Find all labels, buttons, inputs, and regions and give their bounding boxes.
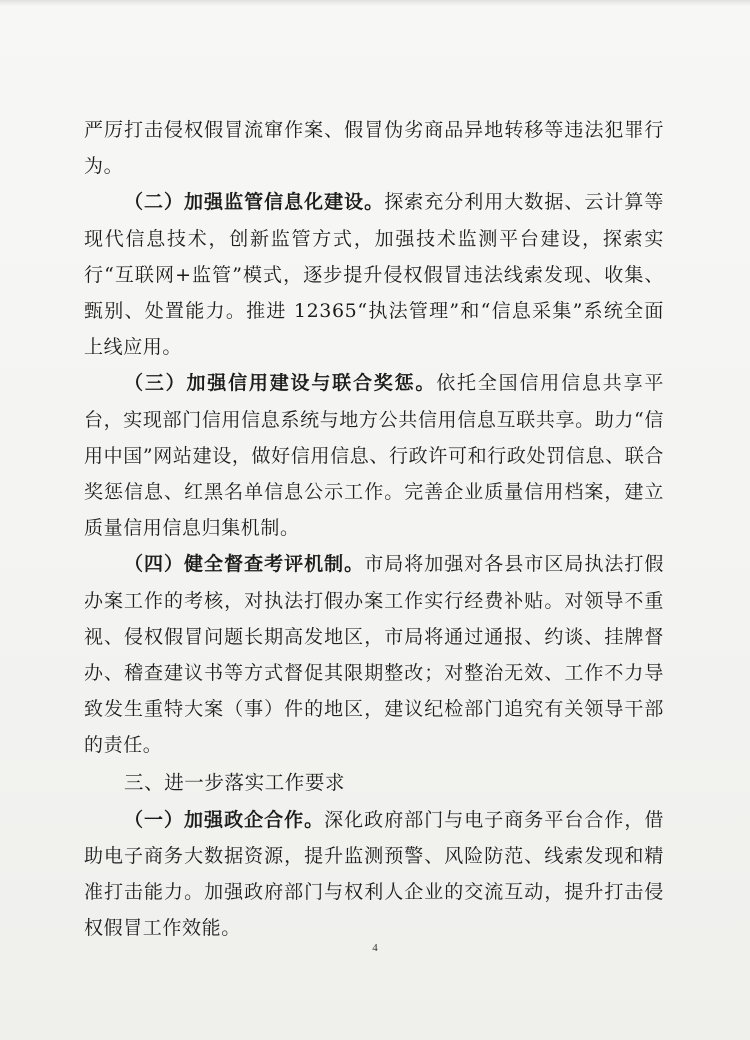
paragraph-text: 探索充分利用大数据、云计算等现代信息技术，创新监管方式，加强技术监测平台建设，探索实行“互联网+监管”模式，逐步提升侵权假冒违法线索发现、收集、甄别、处置能力。推进 12365“执法管理”和“信息采集”系统全面上线应用。 xyxy=(84,191,664,359)
paragraph-credit-construction xyxy=(84,365,664,546)
section-heading-3: 三、进一步落实工作要求 xyxy=(124,770,346,794)
paragraph-text: 深化政府部门与电子商务平台合作，借助电子商务大数据资源，提升监测预警、风险防范、线索发现和精准打击能力。加强政府部门与权利人企业的交流互动，提升打击侵权假冒工作效能。 xyxy=(84,808,664,940)
scan-edge xyxy=(0,0,750,6)
paragraph-continuation xyxy=(84,112,664,184)
paragraph-text: 市局将加强对各县市区局执法打假办案工作的考核，对执法打假办案工作实行经费补贴。对领导不重视、侵权假冒问题长期高发地区，市局将通过通报、约谈、挂牌督办、稽查建议书等方式督促其限期整改；对整治无效、工作不力导致发生重特大案（事）件的地区，建议纪检部门追究有关领导干部的责任。 xyxy=(84,553,664,757)
paragraph-text: 依托全国信用信息共享平台，实现部门信用信息系统与地方公共信用信息互联共享。助力“信用中国”网站建设，做好信用信息、行政许可和行政处罚信息、联合奖惩信息、红黑名单信息公示工作。完善企业质量信用档案，建立质量信用信息归集机制。 xyxy=(84,372,664,540)
paragraph-text: 严厉打击侵权假冒流窜作案、假冒伪劣商品异地转移等违法犯罪行为。 xyxy=(84,119,664,178)
paragraph-supervision-informatization xyxy=(84,184,664,365)
document-body xyxy=(84,112,664,946)
subheading-3: （三）加强信用建设与联合奖惩。 xyxy=(124,372,437,395)
paragraph-government-enterprise xyxy=(84,802,664,947)
subheading-2: （二）加强监管信息化建设。 xyxy=(124,191,385,214)
paragraph-inspection-evaluation xyxy=(84,546,664,763)
subheading-1: （一）加强政企合作。 xyxy=(124,808,325,831)
page-number: 4 xyxy=(372,942,378,954)
subheading-4: （四）健全督查考评机制。 xyxy=(124,553,365,576)
